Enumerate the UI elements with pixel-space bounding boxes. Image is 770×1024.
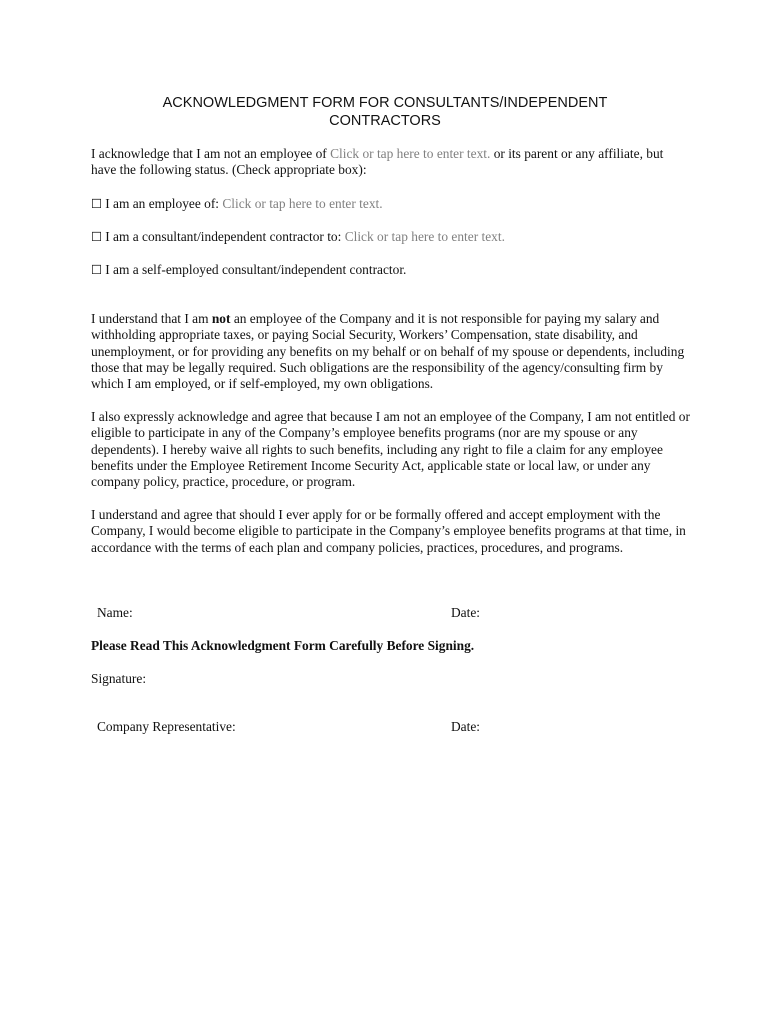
option-employee: [91, 196, 691, 212]
signing-notice: Please Read This Acknowledgment Form Carefully Before Signing.: [91, 638, 475, 653]
para1-text-1: I understand that I am: [91, 311, 212, 326]
date-label-2: Date:: [451, 719, 480, 734]
intro-text-2: or its parent or any affiliate, but have the following status. (Check appropriate box):: [91, 146, 664, 178]
form-title: [0, 94, 770, 130]
title-line-1: ACKNOWLEDGMENT FORM FOR CONSULTANTS/INDEPENDENT: [162, 95, 608, 111]
para1-bold-not: not: [211, 311, 231, 326]
option-self-employed: [91, 262, 691, 278]
employer-placeholder-field[interactable]: Click or tap here to enter text.: [330, 146, 491, 161]
name-label: Name:: [97, 605, 133, 620]
option-consultant-label: I am a consultant/independent contractor to:: [105, 229, 345, 244]
intro-text-1: I acknowledge that I am not an employee of: [91, 146, 331, 161]
checkbox-consultant[interactable]: ☐: [91, 229, 103, 244]
intro-paragraph: [91, 146, 691, 179]
title-line-2: CONTRACTORS: [329, 113, 441, 129]
option-employee-label: I am an employee of:: [105, 196, 223, 211]
company-representative-label: Company Representative:: [97, 719, 236, 734]
para1-text-2: an employee of the Company and it is not responsible for paying my salary and withholding appropriate taxes, or paying Social Security, Workers’ Compensation, state disability, and unemployment, or for providing any benefits on my behalf or on behalf of my spouse or dependents, including those that may be legally required. Such obligations are the responsibility of the agency/consulting firm by which I am employed, or if self-employed, my own obligations.: [91, 311, 685, 392]
paragraph-benefits-waiver: I also expressly acknowledge and agree that because I am not an employee of the Company, I am not entitled or eligible to participate in any of the Company’s employee benefits programs (nor are my spouse or any dependents). I hereby waive all rights to such benefits, including any right to file a claim for any employee benefits under the Employee Retirement Income Security Act, applicable state or local law, or under any company policy, practice, procedure, or program.: [91, 409, 690, 490]
employee-of-placeholder-field[interactable]: Click or tap here to enter text.: [222, 196, 383, 211]
option-self-employed-label: I am a self-employed consultant/independent contractor.: [105, 262, 407, 277]
date-label: Date:: [451, 605, 480, 620]
paragraph-not-employee: [91, 311, 691, 392]
option-consultant: [91, 229, 691, 245]
checkbox-employee[interactable]: ☐: [91, 196, 103, 211]
checkbox-self-employed[interactable]: ☐: [91, 262, 103, 277]
signature-label: Signature:: [91, 671, 147, 686]
consultant-to-placeholder-field[interactable]: Click or tap here to enter text.: [344, 229, 505, 244]
paragraph-future-employment: I understand and agree that should I ever apply for or be formally offered and accept employment with the Company, I would become eligible to participate in the Company’s employee benefits programs at that time, in accordance with the terms of each plan and company policies, practices, procedures, and programs.: [91, 507, 686, 555]
